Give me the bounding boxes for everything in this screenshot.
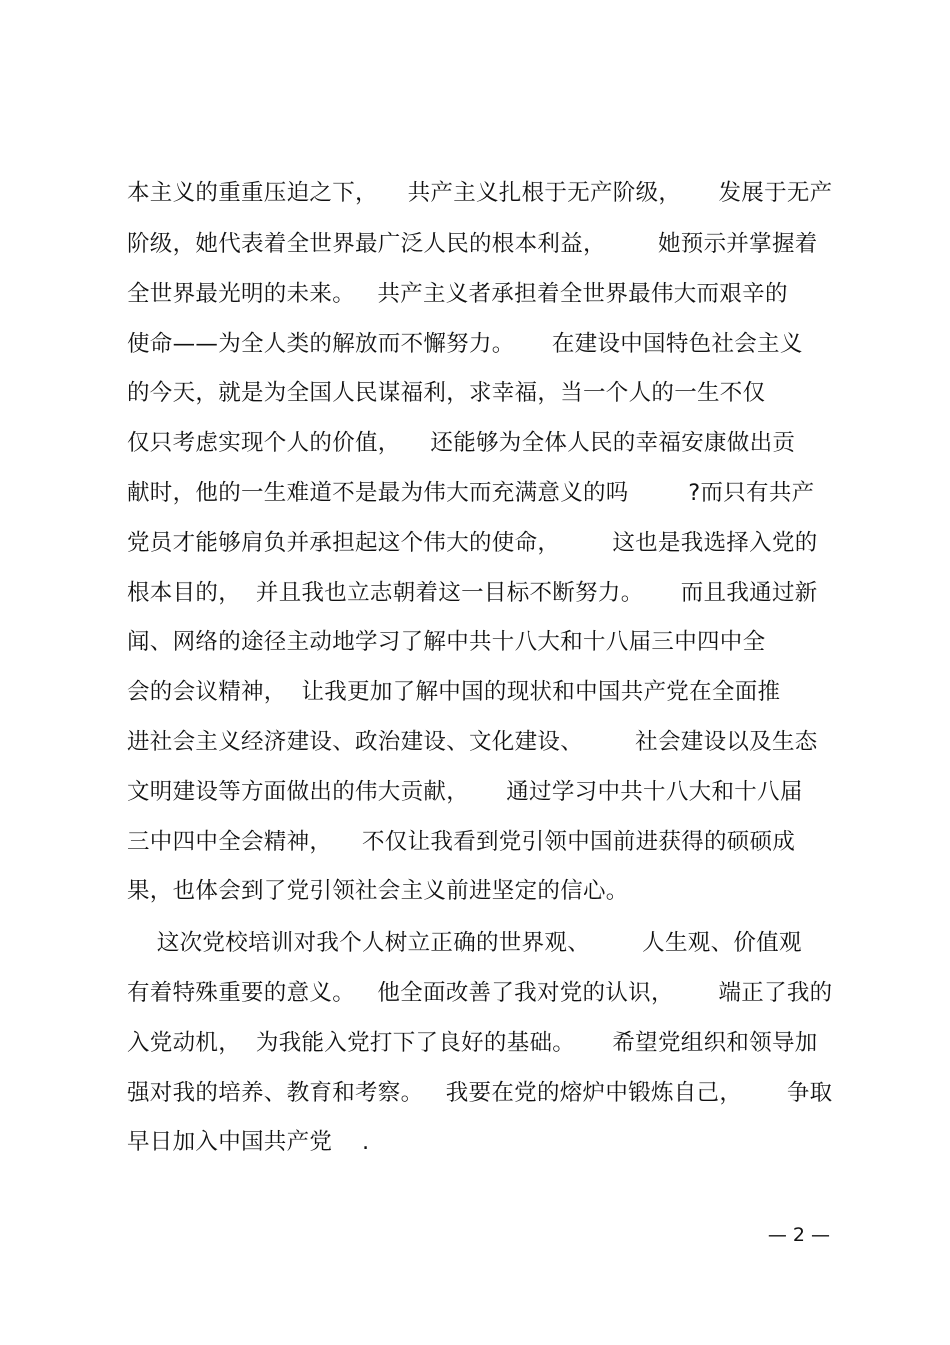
paragraph-1-line-8: 党员才能够肩负并承担起这个伟大的使命， 这也是我选择入党的 [127,530,818,556]
paragraph-1-line-2: 阶级，她代表着全世界最广泛人民的根本利益， 她预示并掌握着 [127,231,818,257]
paragraph-1-line-9: 根本目的， 并且我也立志朝着这一目标不断努力。 而且我通过新 [127,580,818,606]
paragraph-1-line-4: 使命——为全人类的解放而不懈努力。 在建设中国特色社会主义 [127,331,803,357]
paragraph-1-line-6: 仅只考虑实现个人的价值， 还能够为全体人民的幸福安康做出贡 [127,430,796,456]
paragraph-2-line-1: 这次党校培训对我个人树立正确的世界观、 人生观、价值观 [127,930,802,956]
paragraph-1-line-14: 三中四中全会精神， 不仅让我看到党引领中国前进获得的硕硕成 [127,829,796,855]
paragraph-1-line-15: 果，也体会到了党引领社会主义前进坚定的信心。 [127,878,629,904]
paragraph-2-line-5: 早日加入中国共产党 . [127,1129,370,1155]
page-number: — 2 — [767,1224,830,1246]
paragraph-2-line-3: 入党动机， 为我能入党打下了良好的基础。 希望党组织和领导加 [127,1030,818,1056]
paragraph-1-line-7: 献时，他的一生难道不是最为伟大而充满意义的吗 ?而只有共产 [127,480,815,506]
paragraph-2-line-4: 强对我的培养、教育和考察。 我要在党的熔炉中锻炼自己， 争取 [127,1080,833,1106]
paragraph-1-line-3: 全世界最光明的未来。 共产主义者承担着全世界最伟大而艰辛的 [127,281,788,307]
paragraph-1-line-5: 的今天，就是为全国人民谋福利，求幸福，当一个人的一生不仅 [127,380,766,406]
paragraph-1-line-11: 会的会议精神， 让我更加了解中国的现状和中国共产党在全面推 [127,679,781,705]
paragraph-1-line-12: 进社会主义经济建设、政治建设、文化建设、 社会建设以及生态 [127,729,818,755]
paragraph-1-line-13: 文明建设等方面做出的伟大贡献， 通过学习中共十八大和十八届 [127,779,803,805]
paragraph-1-line-10: 闻、网络的途径主动地学习了解中共十八大和十八届三中四中全 [127,629,766,655]
paragraph-2-line-2: 有着特殊重要的意义。 他全面改善了我对党的认识， 端正了我的 [127,980,833,1006]
paragraph-1-line-1: 本主义的重重压迫之下， 共产主义扎根于无产阶级， 发展于无产 [127,180,833,206]
